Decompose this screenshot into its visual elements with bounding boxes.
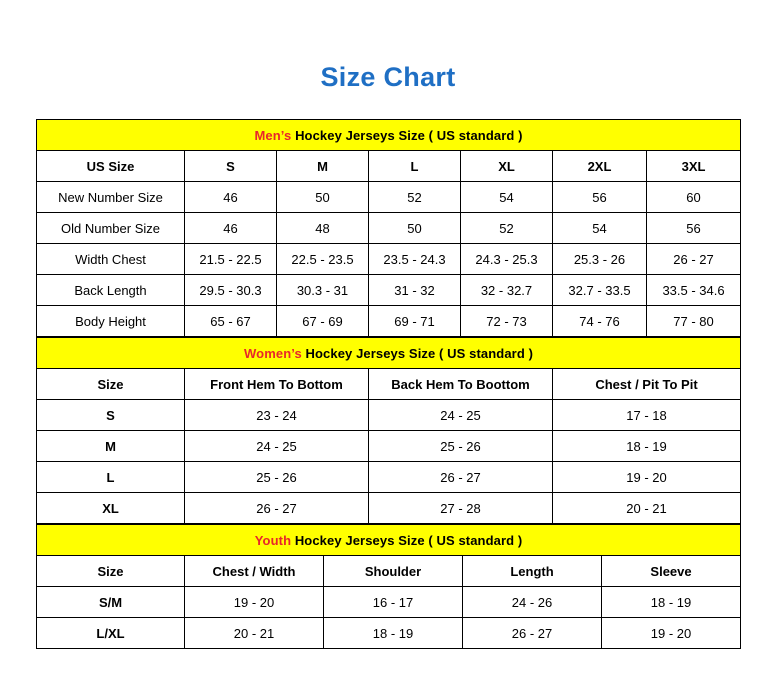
youth-col-3: Length [463,556,602,587]
table-row [37,462,741,493]
womens-row-1-val-2: 18 - 19 [553,431,741,462]
youth-row-0-val-3: 18 - 19 [602,587,741,618]
mens-col-1: S [185,151,277,182]
mens-row-4-val-2: 69 - 71 [369,306,461,337]
mens-row-0-label: New Number Size [37,182,185,213]
womens-row-0-val-2: 17 - 18 [553,400,741,431]
youth-row-0-label: S/M [37,587,185,618]
youth-row-0-val-0: 19 - 20 [185,587,324,618]
mens-row-3-val-5: 33.5 - 34.6 [647,275,741,306]
youth-row-1-val-0: 20 - 21 [185,618,324,649]
mens-row-0-val-1: 50 [277,182,369,213]
womens-section-header [37,338,741,369]
mens-row-1-val-0: 46 [185,213,277,244]
youth-header-accent: Youth [254,532,292,548]
table-row [37,400,741,431]
youth-row-1-val-1: 18 - 19 [324,618,463,649]
table-row [37,431,741,462]
mens-row-1-label: Old Number Size [37,213,185,244]
womens-col-2: Back Hem To Boottom [369,369,553,400]
mens-row-0-val-4: 56 [553,182,647,213]
womens-row-2-val-0: 25 - 26 [185,462,369,493]
table-row [37,306,741,337]
youth-row-1-val-2: 26 - 27 [463,618,602,649]
size-chart-tables [36,119,740,649]
mens-row-0-val-5: 60 [647,182,741,213]
youth-col-2: Shoulder [324,556,463,587]
mens-row-2-val-4: 25.3 - 26 [553,244,647,275]
mens-size-table [36,119,741,337]
mens-row-0-val-0: 46 [185,182,277,213]
womens-row-0-val-1: 24 - 25 [369,400,553,431]
womens-row-0-val-0: 23 - 24 [185,400,369,431]
youth-section-header [37,525,741,556]
page-title: Size Chart [320,62,456,92]
womens-row-3-val-1: 27 - 28 [369,493,553,524]
mens-row-1-val-1: 48 [277,213,369,244]
section-header-row [37,525,741,556]
womens-row-3-val-0: 26 - 27 [185,493,369,524]
mens-row-0-val-3: 54 [461,182,553,213]
youth-row-1-val-3: 19 - 20 [602,618,741,649]
womens-header-accent: Women’s [244,345,302,361]
youth-col-4: Sleeve [602,556,741,587]
mens-row-2-val-1: 22.5 - 23.5 [277,244,369,275]
table-row [37,244,741,275]
mens-row-1-val-4: 54 [553,213,647,244]
section-header-row [37,120,741,151]
womens-row-1-label: M [37,431,185,462]
womens-size-table [36,337,741,524]
mens-row-4-val-4: 74 - 76 [553,306,647,337]
table-row [37,182,741,213]
youth-header-rest: Hockey Jerseys Size ( US standard ) [291,532,523,548]
mens-row-4-val-3: 72 - 73 [461,306,553,337]
mens-col-6: 3XL [647,151,741,182]
mens-header-rest: Hockey Jerseys Size ( US standard ) [291,127,523,143]
mens-row-4-val-5: 77 - 80 [647,306,741,337]
mens-col-0: US Size [37,151,185,182]
table-header-row [37,151,741,182]
table-row [37,618,741,649]
womens-row-2-val-2: 19 - 20 [553,462,741,493]
youth-row-1-label: L/XL [37,618,185,649]
womens-row-3-val-2: 20 - 21 [553,493,741,524]
mens-row-3-val-4: 32.7 - 33.5 [553,275,647,306]
womens-row-2-label: L [37,462,185,493]
mens-row-3-val-2: 31 - 32 [369,275,461,306]
womens-row-3-label: XL [37,493,185,524]
womens-col-3: Chest / Pit To Pit [553,369,741,400]
mens-section-header [37,120,741,151]
table-row [37,587,741,618]
mens-row-2-val-5: 26 - 27 [647,244,741,275]
table-row [37,493,741,524]
mens-row-1-val-3: 52 [461,213,553,244]
mens-row-2-val-0: 21.5 - 22.5 [185,244,277,275]
mens-row-3-label: Back Length [37,275,185,306]
womens-col-0: Size [37,369,185,400]
mens-row-0-val-2: 52 [369,182,461,213]
table-header-row [37,556,741,587]
mens-row-4-val-1: 67 - 69 [277,306,369,337]
womens-col-1: Front Hem To Bottom [185,369,369,400]
mens-col-3: L [369,151,461,182]
youth-size-table [36,524,741,649]
womens-header-rest: Hockey Jerseys Size ( US standard ) [301,345,533,361]
womens-row-1-val-1: 25 - 26 [369,431,553,462]
womens-row-0-label: S [37,400,185,431]
youth-row-0-val-2: 24 - 26 [463,587,602,618]
table-row [37,275,741,306]
mens-row-4-val-0: 65 - 67 [185,306,277,337]
table-header-row [37,369,741,400]
mens-row-2-val-3: 24.3 - 25.3 [461,244,553,275]
mens-row-1-val-5: 56 [647,213,741,244]
youth-row-0-val-1: 16 - 17 [324,587,463,618]
mens-row-2-label: Width Chest [37,244,185,275]
section-header-row [37,338,741,369]
mens-col-5: 2XL [553,151,647,182]
youth-col-0: Size [37,556,185,587]
mens-row-3-val-3: 32 - 32.7 [461,275,553,306]
womens-row-1-val-0: 24 - 25 [185,431,369,462]
mens-col-4: XL [461,151,553,182]
mens-row-3-val-0: 29.5 - 30.3 [185,275,277,306]
mens-row-1-val-2: 50 [369,213,461,244]
mens-row-4-label: Body Height [37,306,185,337]
mens-col-2: M [277,151,369,182]
mens-row-2-val-2: 23.5 - 24.3 [369,244,461,275]
table-row [37,213,741,244]
mens-header-accent: Men’s [254,127,292,143]
youth-col-1: Chest / Width [185,556,324,587]
womens-row-2-val-1: 26 - 27 [369,462,553,493]
mens-row-3-val-1: 30.3 - 31 [277,275,369,306]
